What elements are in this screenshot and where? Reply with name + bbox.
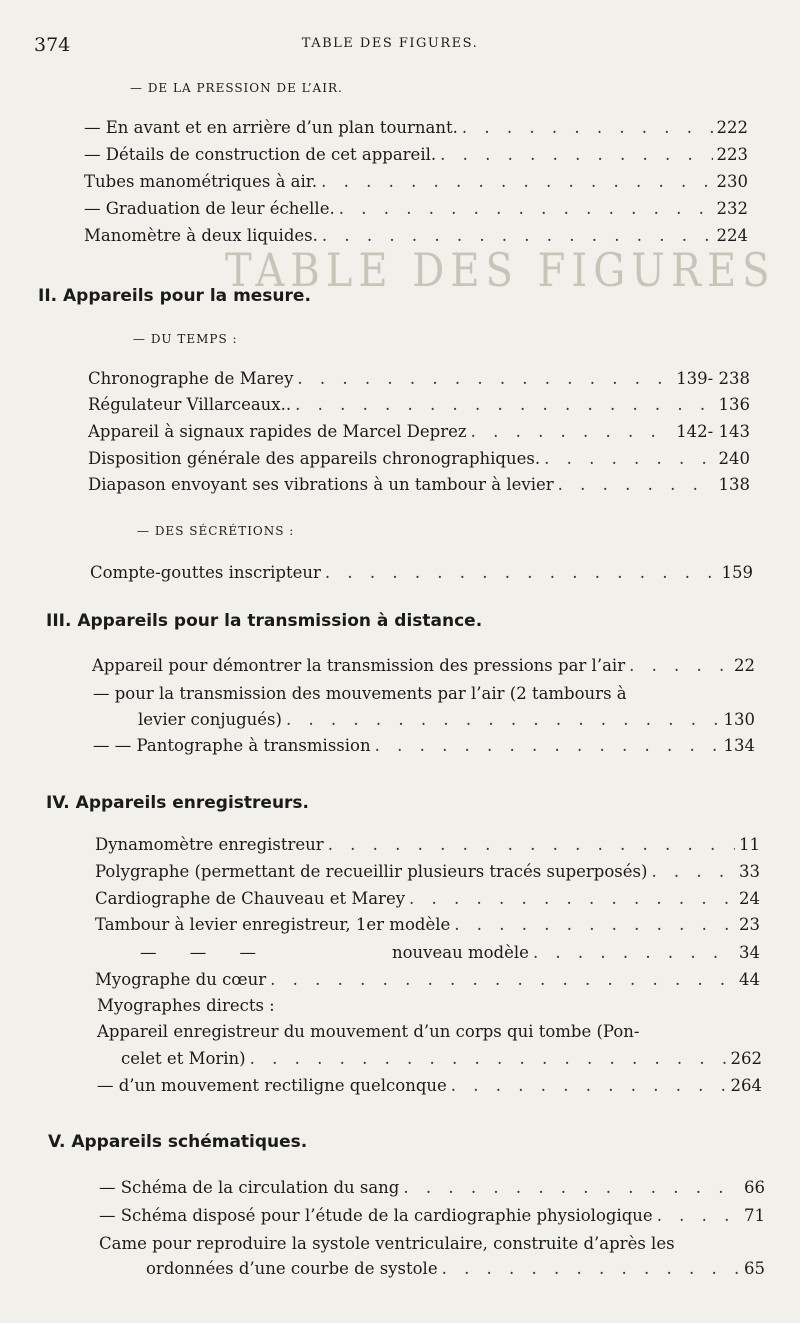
toc-entry xyxy=(88,449,750,468)
entry-label: Régulateur Villarceaux.. xyxy=(88,395,292,414)
toc-entry xyxy=(93,736,755,755)
myographes-heading: Myographes directs : xyxy=(97,996,275,1015)
bleed-through-title: TABLE DES FIGURES xyxy=(225,244,776,298)
toc-entry xyxy=(90,563,753,582)
leader-dots xyxy=(471,422,673,441)
entry-page: 34 xyxy=(739,943,760,962)
toc-entry xyxy=(95,970,760,989)
entry-page: 24 xyxy=(739,889,760,908)
entry-label: Disposition générale des appareils chronographiques. xyxy=(88,449,541,468)
entry-label: — d’un mouvement rectiligne quelconque xyxy=(97,1076,447,1095)
entry-label: — En avant et en arrière d’un plan tournant. xyxy=(84,118,458,137)
toc-entry xyxy=(88,395,750,414)
entry-page: 262 xyxy=(730,1049,762,1068)
entry-label: celet et Morin) xyxy=(121,1049,246,1068)
leader-dots xyxy=(250,1049,727,1068)
leader-dots xyxy=(462,118,713,137)
leader-dots xyxy=(325,563,718,582)
leader-dots xyxy=(295,395,714,414)
entry-label: Appareil à signaux rapides de Marcel Deprez xyxy=(88,422,467,441)
entry-label: levier conjugués) xyxy=(138,710,282,729)
entry-page: 230 xyxy=(716,172,748,191)
section-heading-mesure: II. Appareils pour la mesure. xyxy=(38,286,311,306)
subheading-secretions: — DES SÉCRÉTIONS : xyxy=(137,524,295,538)
leader-dots xyxy=(442,1259,740,1278)
toc-entry xyxy=(84,145,748,164)
toc-entry xyxy=(88,475,750,494)
leader-dots xyxy=(651,862,735,881)
entry-label: Appareil pour démontrer la transmission des pressions par l’air xyxy=(92,656,626,675)
leader-dots xyxy=(339,199,713,218)
entry-first-line: — pour la transmission des mouvements par l’air (2 tambours à xyxy=(93,684,627,703)
toc-entry xyxy=(92,656,755,675)
entry-label: Dynamomètre enregistreur xyxy=(95,835,324,854)
entry-label: Manomètre à deux liquides. xyxy=(84,226,318,245)
toc-entry xyxy=(84,226,748,245)
toc-entry xyxy=(84,172,748,191)
entry-page: 142- 143 xyxy=(676,422,750,441)
subheading-temps: — DU TEMPS : xyxy=(133,332,238,346)
entry-page: 130 xyxy=(723,710,755,729)
toc-entry xyxy=(84,199,748,218)
entry-page: 232 xyxy=(716,199,748,218)
ditto-dashes: — — — xyxy=(140,943,256,962)
entry-page: 264 xyxy=(730,1076,762,1095)
toc-entry xyxy=(88,369,750,388)
entry-page: 65 xyxy=(744,1259,765,1278)
entry-label: Polygraphe (permettant de recueillir plusieurs tracés superposés) xyxy=(95,862,648,881)
subheading-pression: — DE LA PRESSION DE L’AIR. xyxy=(130,81,343,95)
entry-page: 44 xyxy=(739,970,760,989)
entry-label: — Graduation de leur échelle. xyxy=(84,199,335,218)
entry-page: 33 xyxy=(739,862,760,881)
entry-page: 136 xyxy=(718,395,750,414)
section-heading-schematiques: V. Appareils schématiques. xyxy=(48,1132,308,1152)
entry-label: Diapason envoyant ses vibrations à un tambour à levier xyxy=(88,475,554,494)
running-title: TABLE DES FIGURES. xyxy=(301,36,479,51)
leader-dots xyxy=(403,1178,740,1197)
entry-label: — Schéma disposé pour l’étude de la cardiographie physiologique xyxy=(99,1206,653,1225)
leader-dots xyxy=(286,710,720,729)
entry-page: 11 xyxy=(739,835,760,854)
toc-entry xyxy=(121,1049,762,1068)
toc-entry xyxy=(99,1206,765,1225)
entry-page: 138 xyxy=(718,475,750,494)
leader-dots xyxy=(297,369,672,388)
entry-first-line: Came pour reproduire la systole ventriculaire, construite d’après les xyxy=(99,1234,675,1253)
entry-page: 139- 238 xyxy=(676,369,750,388)
leader-dots xyxy=(322,226,713,245)
entry-label: Cardiographe de Chauveau et Marey xyxy=(95,889,406,908)
page-number: 374 xyxy=(34,34,71,56)
toc-entry xyxy=(392,943,760,962)
page-header xyxy=(0,32,800,56)
leader-dots xyxy=(321,172,712,191)
entry-label: Tambour à levier enregistreur, 1er modèle xyxy=(95,915,451,934)
toc-entry xyxy=(138,710,755,729)
leader-dots xyxy=(451,1076,727,1095)
entry-page: 159 xyxy=(721,563,753,582)
entry-label: Compte-gouttes inscripteur xyxy=(90,563,321,582)
leader-dots xyxy=(454,915,735,934)
entry-label: — — Pantographe à transmission xyxy=(93,736,371,755)
entry-first-line: Appareil enregistreur du mouvement d’un corps qui tombe (Pon- xyxy=(97,1022,640,1041)
leader-dots xyxy=(328,835,735,854)
entry-label: nouveau modèle xyxy=(392,943,529,962)
toc-entry xyxy=(97,1076,762,1095)
entry-page: 223 xyxy=(716,145,748,164)
entry-label: Myographe du cœur xyxy=(95,970,267,989)
leader-dots xyxy=(544,449,714,468)
entry-label: — Détails de construction de cet appareil. xyxy=(84,145,437,164)
leader-dots xyxy=(629,656,730,675)
entry-page: 66 xyxy=(744,1178,765,1197)
entry-page: 22 xyxy=(734,656,755,675)
leader-dots xyxy=(657,1206,740,1225)
toc-entry xyxy=(95,862,760,881)
toc-entry xyxy=(146,1259,765,1278)
section-heading-enregistreurs: IV. Appareils enregistreurs. xyxy=(46,793,310,813)
toc-entry xyxy=(99,1178,765,1197)
leader-dots xyxy=(533,943,735,962)
entry-page: 134 xyxy=(723,736,755,755)
leader-dots xyxy=(409,889,735,908)
toc-entry xyxy=(95,889,760,908)
entry-label: ordonnées d’une courbe de systole xyxy=(146,1259,438,1278)
leader-dots xyxy=(440,145,712,164)
entry-page: 71 xyxy=(744,1206,765,1225)
entry-page: 240 xyxy=(718,449,750,468)
toc-entry xyxy=(88,422,750,441)
entry-page: 224 xyxy=(716,226,748,245)
section-heading-transmission: III. Appareils pour la transmission à distance. xyxy=(46,611,483,631)
toc-entry xyxy=(95,915,760,934)
leader-dots xyxy=(270,970,735,989)
entry-page: 222 xyxy=(716,118,748,137)
entry-label: — Schéma de la circulation du sang xyxy=(99,1178,400,1197)
toc-entry xyxy=(95,835,760,854)
leader-dots xyxy=(558,475,715,494)
leader-dots xyxy=(375,736,720,755)
toc-entry xyxy=(84,118,748,137)
entry-label: Chronographe de Marey xyxy=(88,369,294,388)
entry-label: Tubes manométriques à air. xyxy=(84,172,318,191)
entry-page: 23 xyxy=(739,915,760,934)
